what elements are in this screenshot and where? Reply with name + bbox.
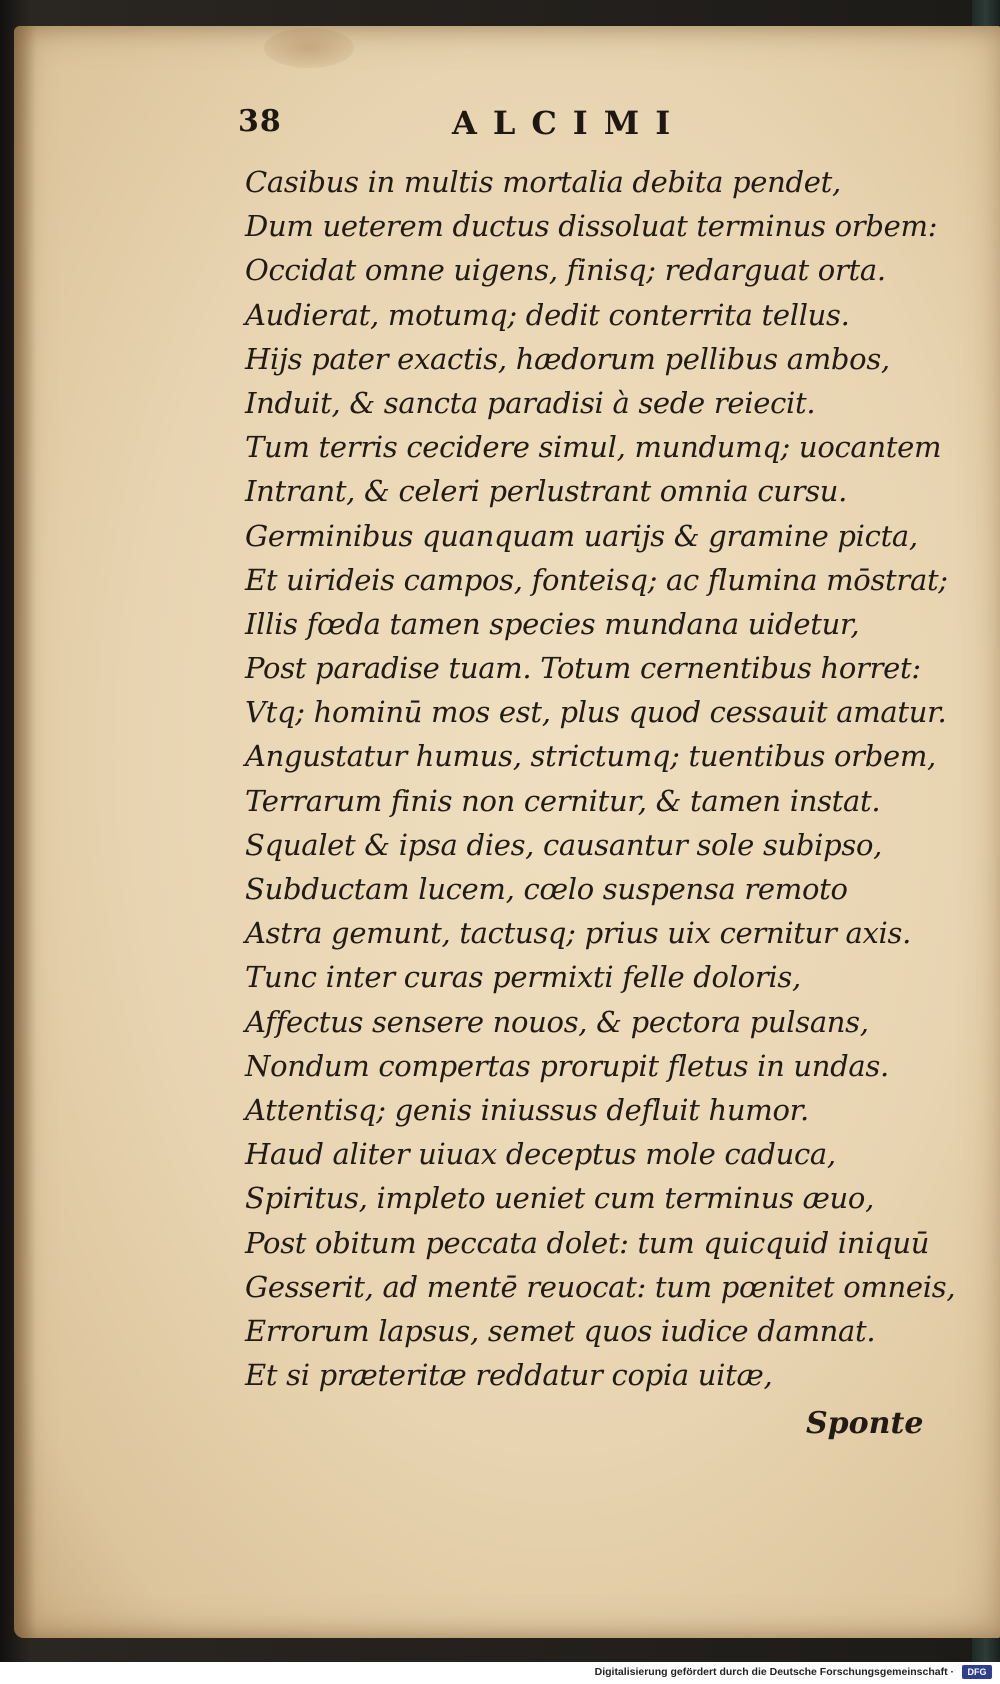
dfg-logo-icon: DFG: [962, 1665, 992, 1679]
verse-line: Vtq; hominū mos est, plus quod cessauit amatur.: [245, 695, 947, 730]
verse-line: Astra gemunt, tactusq; prius uix cernitur axis.: [245, 916, 912, 951]
running-head: ALCIMI: [452, 104, 687, 142]
verse-line: Germinibus quanquam uarijs & gramine picta,: [245, 518, 918, 553]
footer-credit: Digitalisierung gefördert durch die Deutsche Forschungsgemeinschaft ·: [594, 1666, 954, 1678]
verse-list: [245, 160, 956, 1397]
verse-line: Errorum lapsus, semet quos iudice damnat.: [245, 1313, 876, 1348]
paper-stain: [264, 28, 354, 68]
verse-line: Et uirideis campos, fonteisq; ac flumina mōstrat;: [245, 562, 948, 597]
verse-line: Terrarum finis non cernitur, & tamen instat.: [245, 783, 881, 818]
verse-line: Squalet & ipsa dies, causantur sole subipso,: [245, 827, 883, 862]
page-number: 38: [238, 104, 282, 139]
verse-line: Tunc inter curas permixti felle doloris,: [245, 960, 801, 995]
verse-line: Hijs pater exactis, hædorum pellibus ambos,: [245, 341, 890, 376]
verse-line: Subductam lucem, cœlo suspensa remoto: [245, 872, 848, 906]
verse-line: Spiritus, impleto ueniet cum terminus æuo,: [245, 1181, 874, 1216]
verse-line: Occidat omne uigens, finisq; redarguat orta.: [245, 253, 886, 288]
verse-line: Illis fœda tamen species mundana uidetur,: [245, 606, 860, 641]
verse-line: Gesserit, ad mentē reuocat: tum pœnitet omneis,: [245, 1269, 956, 1304]
catchword: Sponte: [806, 1406, 924, 1441]
verse-line: Tum terris cecidere simul, mundumq; uocantem: [245, 430, 942, 465]
verse-line: Et si præteritæ reddatur copia uitæ,: [245, 1358, 773, 1393]
verse-line: Nondum compertas prorupit fletus in undas.: [245, 1048, 889, 1083]
footer-credit-bar: [0, 1662, 1000, 1684]
verse-line: Attentisq; genis iniussus defluit humor.: [245, 1092, 809, 1127]
verse-line: Post paradise tuam. Totum cernentibus horret:: [245, 651, 921, 686]
verse-line: Haud aliter uiuax deceptus mole caduca,: [245, 1137, 836, 1172]
verse-line: Intrant, & celeri perlustrant omnia cursu.: [245, 474, 848, 509]
verse-line: Audierat, motumq; dedit conterrita tellus.: [245, 297, 850, 332]
page-gutter-shadow: [14, 26, 36, 1638]
verse-line: Angustatur humus, strictumq; tuentibus orbem,: [245, 739, 936, 774]
verse-line: Affectus sensere nouos, & pectora pulsans,: [245, 1004, 869, 1039]
page-header: [238, 104, 798, 144]
verse-line: Dum ueterem ductus dissoluat terminus orbem:: [245, 209, 938, 244]
verse-line: Post obitum peccata dolet: tum quicquid iniquū: [245, 1225, 930, 1260]
verse-line: Induit, & sancta paradisi à sede reiecit.: [245, 385, 816, 420]
verse-line: Casibus in multis mortalia debita pendet,: [245, 165, 841, 199]
